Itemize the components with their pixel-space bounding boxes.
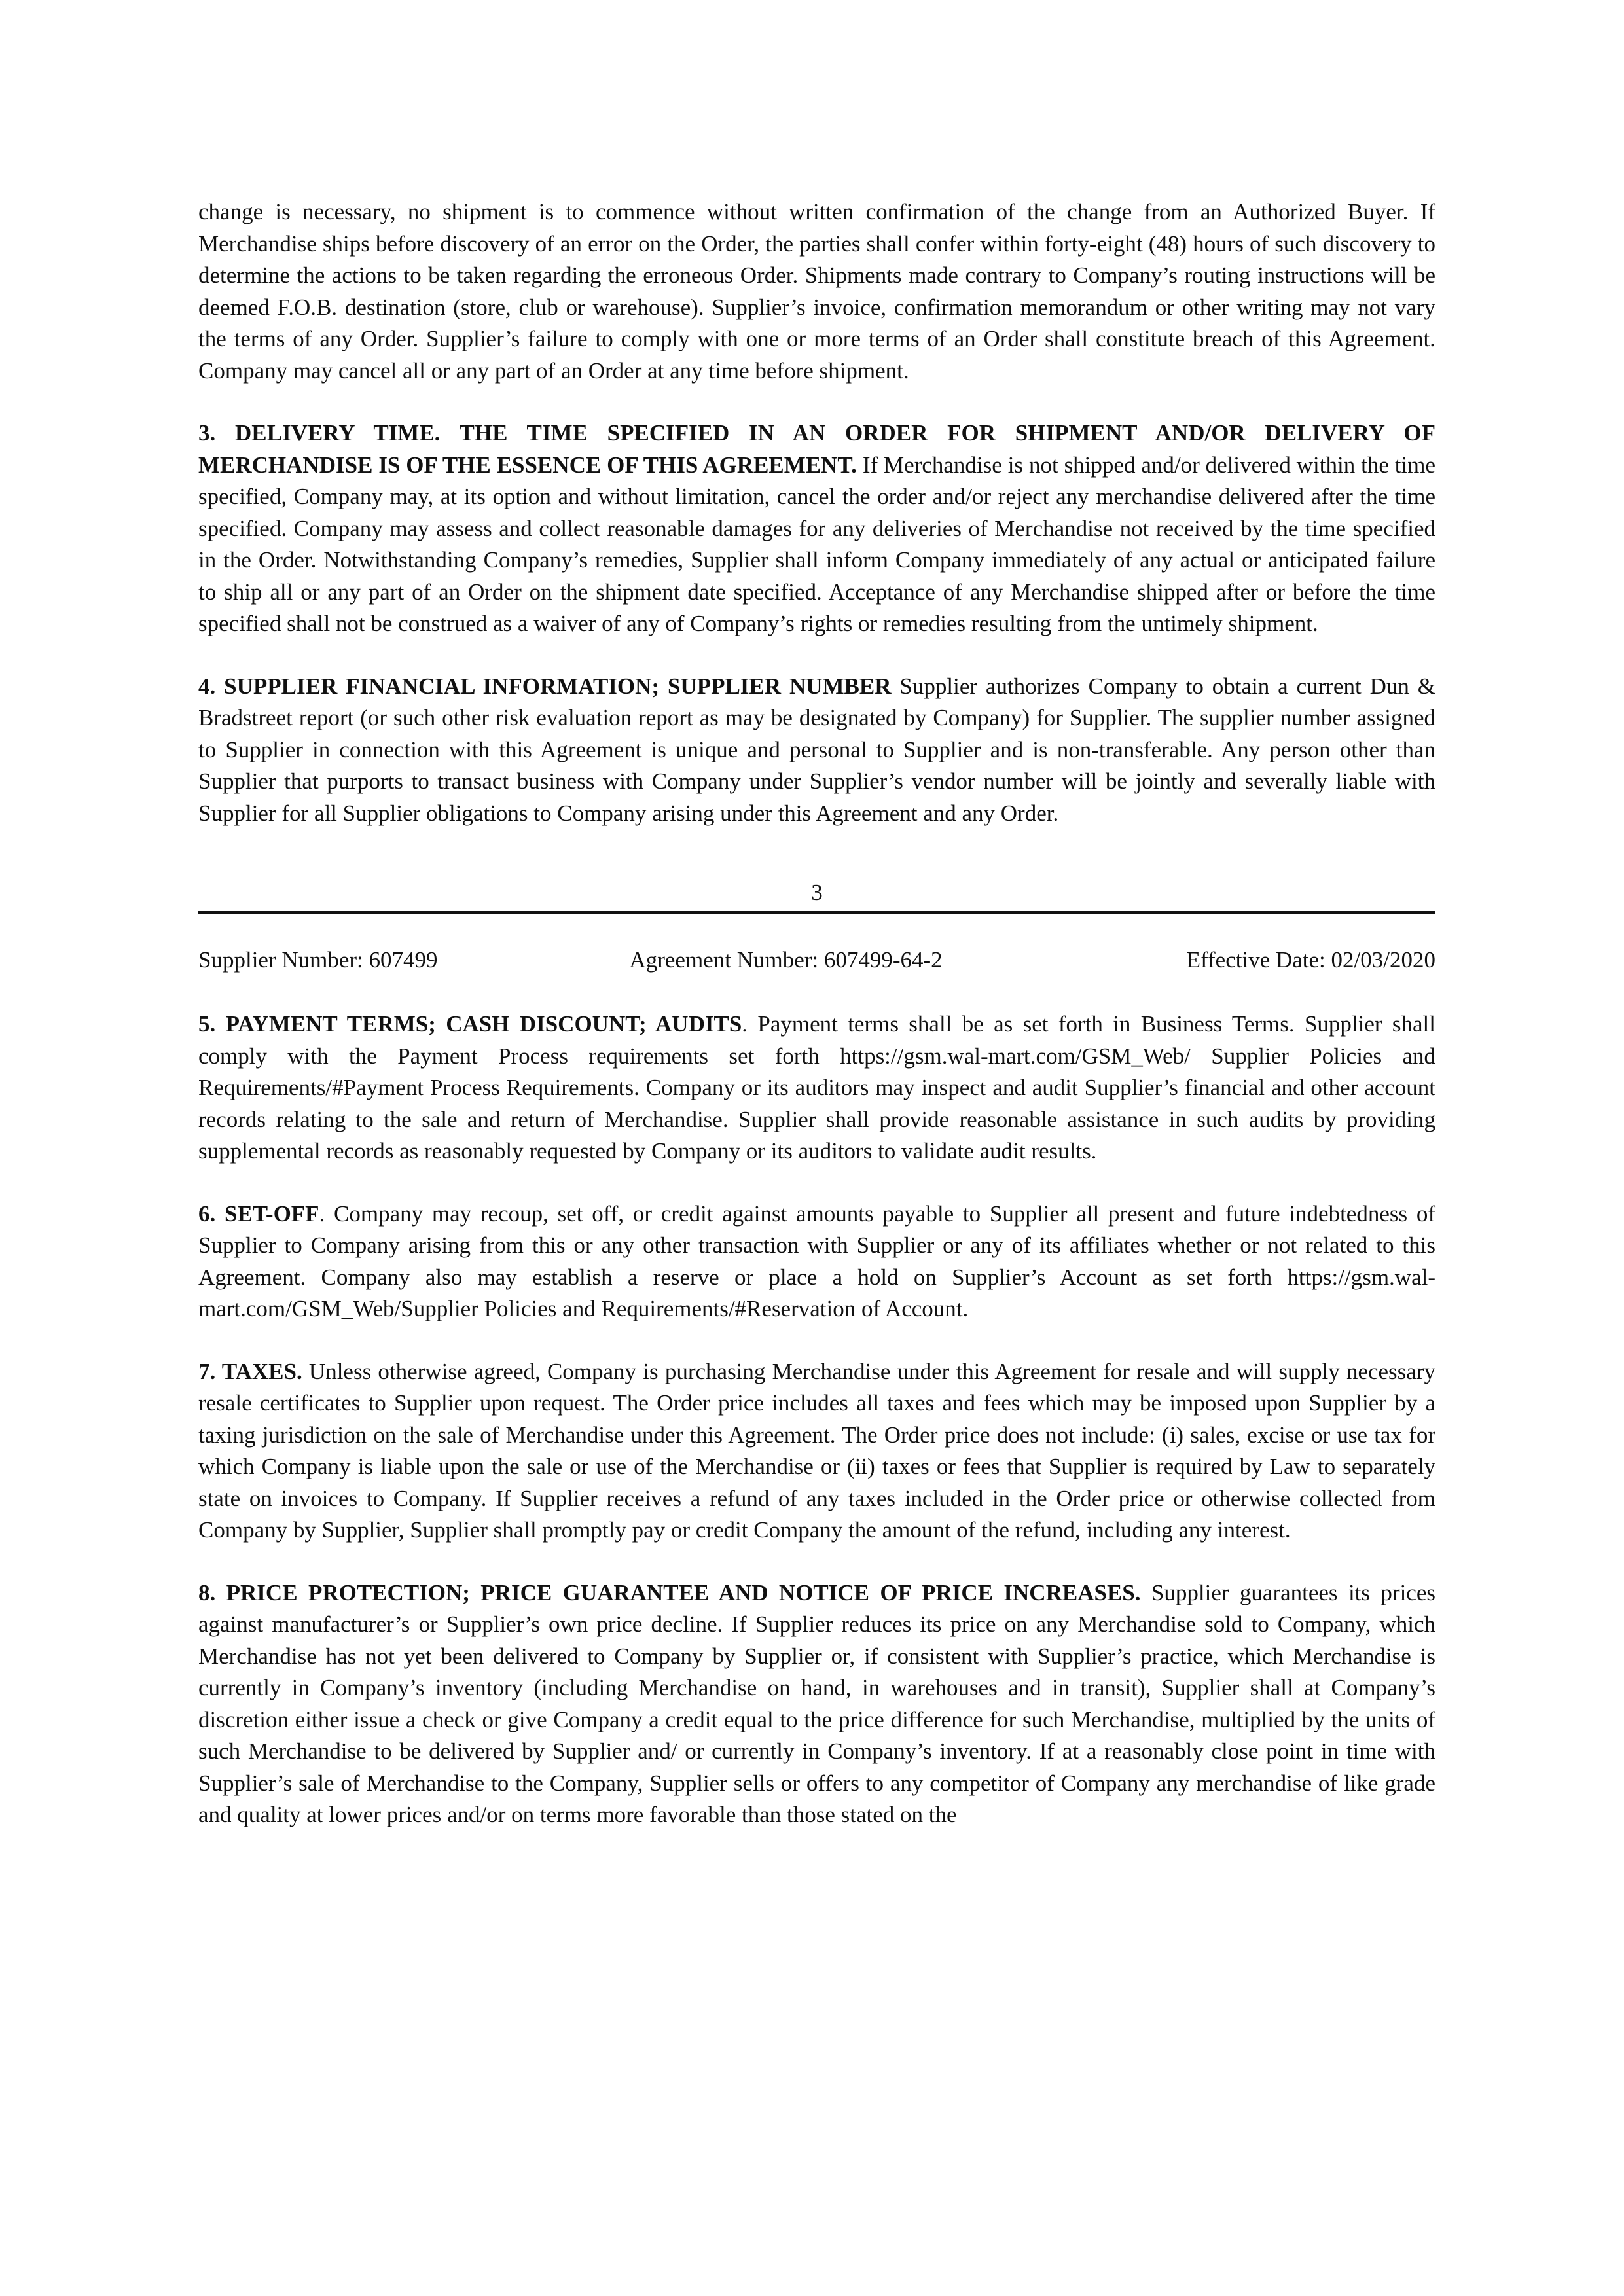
page-number: 3 (811, 880, 823, 905)
continuation-paragraph: change is necessary, no shipment is to commence without written confirmation of the change from an Authorized Buyer. If Merchandise ships before discovery of an error on the Order, the parties shall confer within forty-eight (48) hours of such discovery to determine the actions to be taken regarding the erroneous Order. Shipments made contrary to Company’s routing instructions will be deemed F.O.B. destination (store, club or warehouse). Supplier’s invoice, confirmation memorandum or other writing may not vary the terms of any Order. Supplier’s failure to comply with one or more terms of an Order shall constitute breach of this Agreement. Company may cancel all or any part of an Order at any time before shipment. (198, 199, 1435, 384)
section-4-body: Supplier authorizes Company to obtain a current Dun & Bradstreet report (or such other risk evaluation report as may be designated by Company) for Supplier. The supplier number assigned to Supplier in connection with this Agreement is unique and personal to Supplier and is non-transferable. Any person other than Supplier that purports to transact business with Company under Supplier’s vendor number will be jointly and severally liable with Supplier for all Supplier obligations to Company arising under this Agreement and any Order. (198, 673, 1435, 826)
section-3-paragraph (198, 418, 1435, 640)
section-6-body: . Company may recoup, set off, or credit against amounts payable to Supplier all present and future indebtedness of Supplier to Company arising from this or any other transaction with Supplier or any of its affiliates whether or not related to this Agreement. Company also may establish a reserve or place a hold on Supplier’s Account as set forth https://gsm.wal-mart.com/GSM_Web/Supplier Policies and Requirements/#Reservation of Account. (198, 1200, 1435, 1321)
section-5-heading: 5. PAYMENT TERMS; CASH DISCOUNT; AUDITS (198, 1011, 742, 1037)
section-6-paragraph (198, 1198, 1435, 1325)
supplier-number: Supplier Number: 607499 (198, 947, 438, 973)
section-8-heading: 8. PRICE PROTECTION; PRICE GUARANTEE AND NOTICE OF PRICE INCREASES. (198, 1579, 1141, 1605)
document-page (198, 196, 1435, 1831)
section-8-body: Supplier guarantees its prices against manufacturer’s or Supplier’s own price decline. If Supplier reduces its price on any Merchandise sold to Company, which Merchandise has not yet been delivered to Company by Supplier or, if consistent with Supplier’s practice, which Merchandise is currently in Company’s inventory (including Merchandise on hand, in warehouses and in transit), Supplier shall at Company’s discretion either issue a check or give Company a credit equal to the price difference for such Merchandise, multiplied by the units of such Merchandise to be delivered by Supplier and/ or currently in Company’s inventory. If at a reasonably close point in time with Supplier’s sale of Merchandise to the Company, Supplier sells or offers to any competitor of Company any merchandise of like grade and quality at lower prices and/or on terms more favorable than those stated on the (198, 1579, 1435, 1827)
section-8-paragraph (198, 1577, 1435, 1831)
section-3-heading: 3. DELIVERY TIME. THE TIME SPECIFIED IN AN ORDER FOR SHIPMENT AND/OR DELIVERY OF MERCHANDISE IS OF THE ESSENCE OF THIS AGREEMENT. (198, 420, 1435, 478)
section-4-paragraph (198, 671, 1435, 830)
section-6-heading: 6. SET-OFF (198, 1200, 319, 1227)
section-7-paragraph (198, 1356, 1435, 1547)
page-header (198, 946, 1435, 975)
page-divider (198, 911, 1435, 914)
section-5-body: . Payment terms shall be as set forth in Business Terms. Supplier shall comply with the Payment Process requirements set forth https://gsm.wal-mart.com/GSM_Web/ Supplier Policies and Requirements/#Payment Process Requirements. Company or its auditors may inspect and audit Supplier’s financial and other account records relating to the sale and return of Merchandise. Supplier shall provide reasonable assistance in such audits by providing supplemental records as reasonably requested by Company or its auditors to validate audit results. (198, 1011, 1435, 1164)
section-4-heading: 4. SUPPLIER FINANCIAL INFORMATION; SUPPLIER NUMBER (198, 673, 892, 699)
section-7-body: Unless otherwise agreed, Company is purchasing Merchandise under this Agreement for resale and will supply necessary resale certificates to Supplier upon request. The Order price includes all taxes and fees which may be imposed upon Supplier by a taxing jurisdiction on the sale of Merchandise under this Agreement. The Order price does not include: (i) sales, excise or use tax for which Company is liable upon the sale or use of the Merchandise or (ii) taxes or fees that Supplier is required by Law to separately state on invoices to Company. If Supplier receives a refund of any taxes included in the Order price or otherwise collected from Company by Supplier, Supplier shall promptly pay or credit Company the amount of the refund, including any interest. (198, 1358, 1435, 1543)
section-7-heading: 7. TAXES. (198, 1358, 302, 1384)
effective-date: Effective Date: 02/03/2020 (1186, 947, 1435, 973)
agreement-number: Agreement Number: 607499-64-2 (629, 947, 943, 973)
section-3-body: If Merchandise is not shipped and/or delivered within the time specified, Company may, at its option and without limitation, cancel the order and/or reject any merchandise delivered after the time specified. Company may assess and collect reasonable damages for any deliveries of Merchandise not received by the time specified in the Order. Notwithstanding Company’s remedies, Supplier shall inform Company immediately of any actual or anticipated failure to ship all or any part of an Order on the shipment date specified. Acceptance of any Merchandise shipped after or before the time specified shall not be construed as a waiver of any of Company’s rights or remedies resulting from the untimely shipment. (198, 452, 1435, 636)
section-5-paragraph (198, 1009, 1435, 1168)
